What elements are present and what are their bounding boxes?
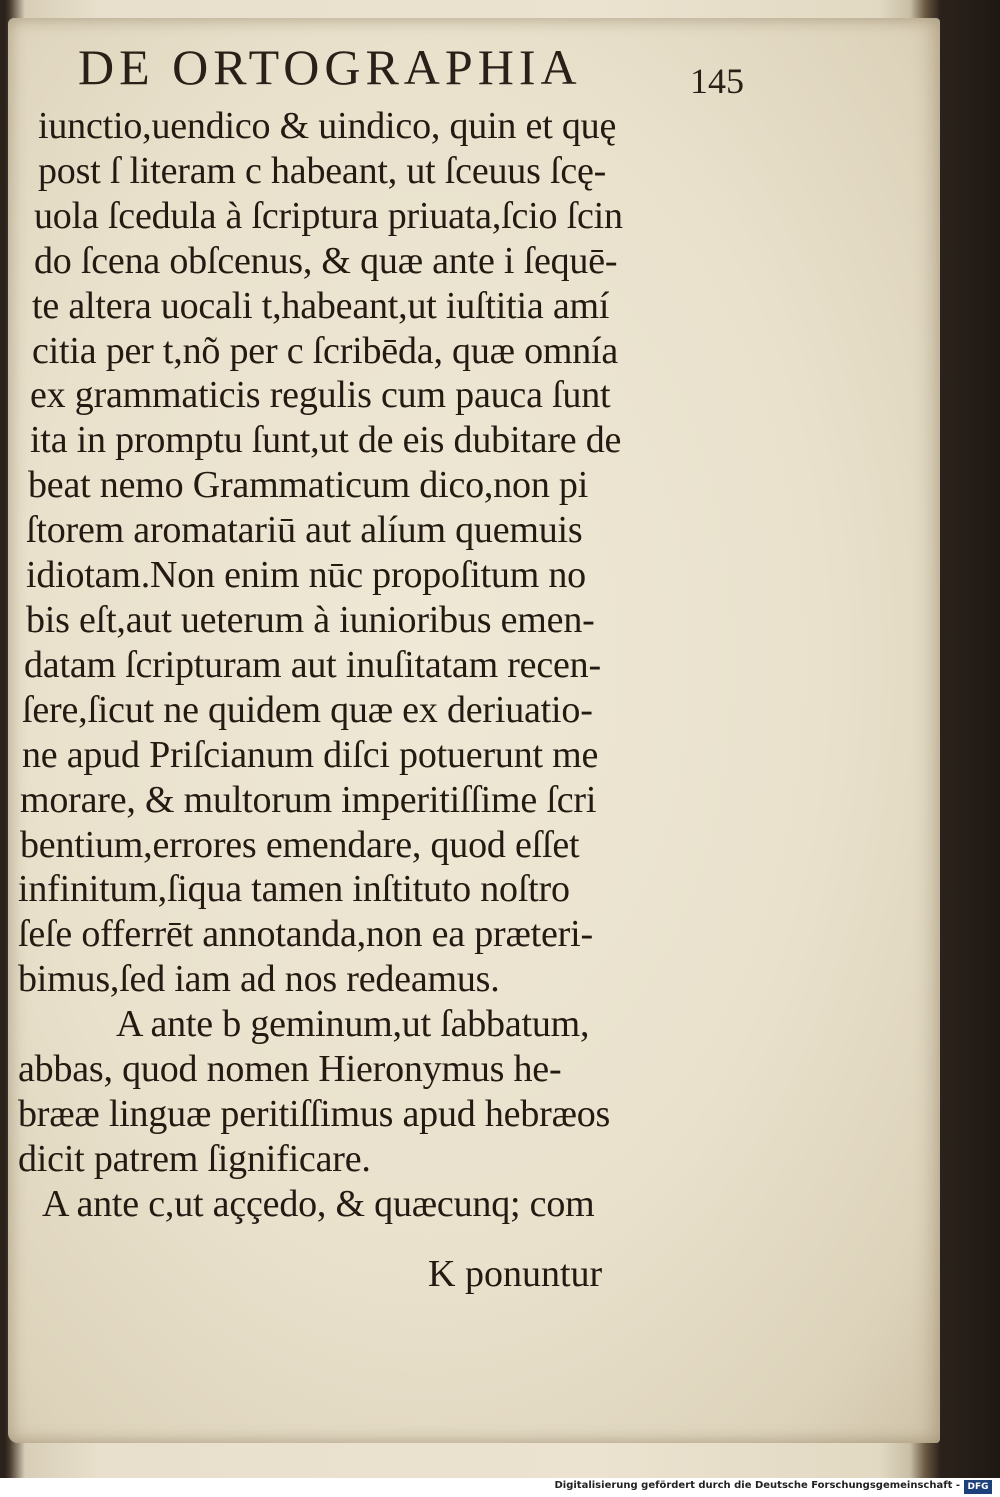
text-line: citia per t,nõ per c ſcribēda, quæ omnía — [32, 329, 619, 372]
running-head: DE ORTOGRAPHIA — [78, 39, 582, 95]
text-line: ſeſe offerrēt annotanda,non ea præteri- — [18, 913, 593, 956]
text-line: bis eſt,aut ueterum à iunioribus emen- — [26, 598, 595, 641]
catchword: K ponuntur — [428, 1253, 603, 1295]
text-line: abbas, quod nomen Hieronymus he- — [18, 1048, 562, 1091]
text-line: morare, & multorum imperitiſſime ſcri — [20, 778, 597, 821]
text-line: idiotam.Non enim nūc propoſitum no — [26, 554, 586, 597]
text-line: ne apud Priſcianum diſci potuerunt me — [22, 733, 599, 776]
text-line: brææ linguæ peritiſſimus apud hebræos — [18, 1092, 611, 1135]
text-line: bimus,ſed iam ad nos redeamus. — [18, 958, 500, 1001]
text-line: ex grammaticis regulis cum pauca ſunt — [30, 374, 611, 417]
dfg-logo-icon: DFG — [964, 1480, 992, 1494]
text-line: bentium,errores emendare, quod eſſet — [20, 823, 580, 866]
footer-credit: Digitalisierung gefördert durch die Deutsche Forschungsgemeinschaft - — [554, 1480, 960, 1491]
text-line: te altera uocali t,habeant,ut iuſtitia amí — [32, 284, 610, 327]
text-line: uola ſcedula à ſcriptura priuata,ſcio ſcin — [34, 194, 623, 237]
body-text — [18, 104, 718, 1227]
text-line: A ante b geminum,ut ſabbatum, — [116, 1003, 590, 1046]
text-line: ſere,ſicut ne quidem quæ ex deriuatio- — [22, 688, 593, 731]
text-line: ita in promptu ſunt,ut de eis dubitare de — [30, 419, 622, 462]
text-line: ſtorem aromatariū aut alíum quemuis — [26, 509, 583, 552]
text-line: iunctio,uendico & uindico, quin et quę — [38, 105, 617, 147]
text-line: infinitum,ſiqua tamen inſtituto noſtro — [18, 868, 570, 911]
text-line: dicit patrem ſignificare. — [18, 1137, 371, 1180]
text-line: do ſcena obſcenus, & quæ ante i ſequē- — [34, 239, 618, 282]
text-line: post ſ literam c habeant, ut ſceuus ſcę- — [38, 149, 607, 192]
text-line: beat nemo Grammaticum dico,non pi — [28, 464, 589, 507]
page-number: 145 — [690, 61, 744, 101]
text-line: datam ſcripturam aut inuſitatam recen- — [24, 643, 601, 686]
text-line: A ante c,ut aççedo, & quæcunq; com — [42, 1182, 595, 1225]
